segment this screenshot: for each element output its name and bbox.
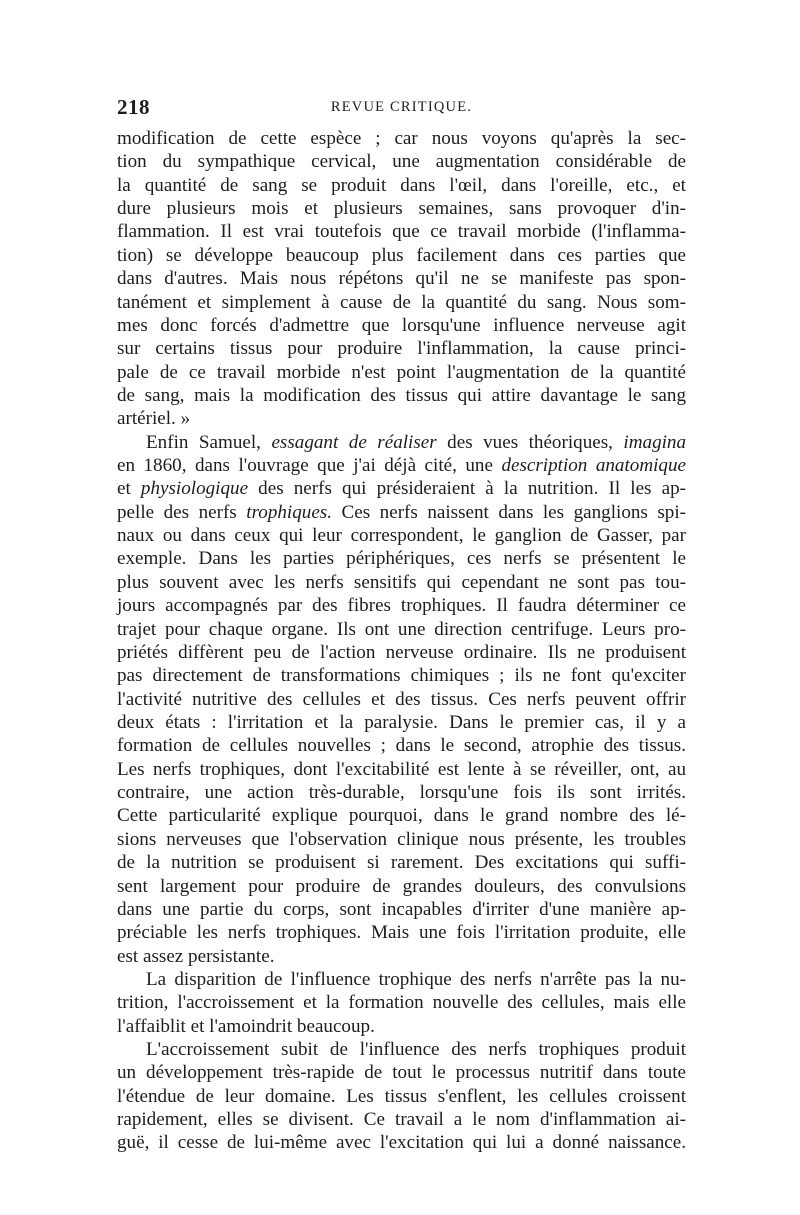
text-run: sions nerveuses que l'observation clinique nous présente, les troubles bbox=[117, 828, 686, 850]
text-run: pelle des nerfs bbox=[117, 501, 247, 523]
text-line bbox=[117, 641, 686, 664]
text-run: rapidement, elles se divisent. Ce travail a le nom d'inflammation ai- bbox=[117, 1109, 686, 1131]
text-run: jours accompagnés par des fibres trophiques. Il faudra déterminer ce bbox=[117, 595, 686, 617]
text-line bbox=[117, 337, 686, 360]
text-line bbox=[117, 454, 686, 477]
text-line bbox=[117, 898, 686, 921]
text-run: Ces nerfs naissent dans les ganglions spi- bbox=[332, 501, 686, 523]
text-run: La disparition de l'influence trophique des nerfs n'arrête pas la nu- bbox=[146, 968, 686, 990]
text-line bbox=[117, 571, 686, 594]
text-line bbox=[117, 734, 686, 757]
text-line bbox=[117, 618, 686, 641]
text-line bbox=[117, 244, 686, 267]
text-line bbox=[117, 1015, 686, 1038]
text-run: est assez persistante. bbox=[117, 945, 275, 967]
text-run: Enfin Samuel, bbox=[146, 431, 272, 453]
text-line bbox=[117, 758, 686, 781]
italic-phrase: essagant de réaliser bbox=[271, 431, 437, 453]
text-run: préciable les nerfs trophiques. Mais une fois l'irritation produite, elle bbox=[117, 922, 686, 944]
text-run: en 1860, dans l'ouvrage que j'ai déjà cité, une bbox=[117, 455, 502, 477]
italic-phrase: physiologique bbox=[140, 478, 249, 500]
text-run: et bbox=[117, 478, 141, 500]
text-run: trition, l'accroissement et la formation nouvelle des cellules, mais elle bbox=[117, 992, 686, 1014]
text-run: dans d'autres. Mais nous répétons qu'il ne se manifeste pas spon- bbox=[117, 268, 686, 290]
text-run: de sang, mais la modification des tissus qui attire davantage le sang bbox=[117, 384, 686, 406]
text-run: tion du sympathique cervical, une augmentation considérable de bbox=[117, 151, 686, 173]
text-line bbox=[117, 688, 686, 711]
text-run: dans une partie du corps, sont incapables d'irriter d'une manière ap- bbox=[117, 898, 686, 920]
text-line bbox=[117, 477, 686, 500]
text-run: plus souvent avec les nerfs sensitifs qui cependant ne sont pas tou- bbox=[117, 571, 686, 593]
text-run: mes donc forcés d'admettre que lorsqu'une influence nerveuse agit bbox=[117, 314, 686, 336]
text-run: sent largement pour produire de grandes douleurs, des convulsions bbox=[117, 875, 686, 897]
text-line bbox=[117, 945, 686, 968]
text-line bbox=[117, 1108, 686, 1131]
text-line bbox=[117, 197, 686, 220]
text-line bbox=[117, 828, 686, 851]
text-run: des vues théoriques, bbox=[436, 431, 624, 453]
text-run: modification de cette espèce ; car nous voyons qu'après la sec- bbox=[117, 128, 686, 149]
italic-phrase: description anatomique bbox=[501, 455, 686, 477]
text-run: l'activité nutritive des cellules et des tissus. Ces nerfs peuvent offrir bbox=[117, 688, 686, 710]
text-run: exemple. Dans les parties périphériques, ces nerfs se présentent le bbox=[117, 548, 686, 570]
text-line bbox=[117, 407, 686, 430]
text-run: dure plusieurs mois et plusieurs semaines, sans provoquer d'in- bbox=[117, 198, 686, 220]
text-line bbox=[117, 968, 686, 991]
text-line bbox=[117, 875, 686, 898]
text-run: sur certains tissus pour produire l'inflammation, la cause princi- bbox=[117, 338, 686, 360]
text-run: trajet pour chaque organe. Ils ont une direction centrifuge. Leurs pro- bbox=[117, 618, 686, 640]
text-run: contraire, une action très-durable, lorsqu'une fois ils sont irrités. bbox=[117, 782, 686, 804]
text-run: pale de ce travail morbide n'est point l'augmentation de la quantité bbox=[117, 361, 686, 383]
text-run: priétés diffèrent peu de l'action nerveuse ordinaire. Ils ne produisent bbox=[117, 641, 686, 663]
text-run: l'affaiblit et l'amoindrit beaucoup. bbox=[117, 1015, 375, 1037]
text-run: flammation. Il est vrai toutefois que ce travail morbide (l'inflamma- bbox=[117, 221, 686, 243]
text-line bbox=[117, 1061, 686, 1084]
text-line bbox=[117, 991, 686, 1014]
text-run: formation de cellules nouvelles ; dans le second, atrophie des tissus. bbox=[117, 735, 686, 757]
text-run: tion) se développe beaucoup plus facilement dans ces parties que bbox=[117, 244, 686, 266]
text-run: Cette particularité explique pourquoi, dans le grand nombre des lé- bbox=[117, 805, 686, 827]
text-run: L'accroissement subit de l'influence des nerfs trophiques produit bbox=[146, 1039, 686, 1061]
text-line bbox=[117, 384, 686, 407]
text-line bbox=[117, 1038, 686, 1061]
text-line bbox=[117, 267, 686, 290]
text-run: artériel. » bbox=[117, 408, 191, 430]
text-line bbox=[117, 127, 686, 150]
text-line bbox=[117, 314, 686, 337]
text-line bbox=[117, 1131, 686, 1154]
text-line bbox=[117, 664, 686, 687]
text-line bbox=[117, 150, 686, 173]
body-text bbox=[117, 127, 686, 1155]
text-line bbox=[117, 547, 686, 570]
text-line bbox=[117, 594, 686, 617]
text-line bbox=[117, 781, 686, 804]
text-run: Les nerfs trophiques, dont l'excitabilité est lente à se réveiller, ont, au bbox=[117, 758, 686, 780]
text-line bbox=[117, 361, 686, 384]
text-line bbox=[117, 431, 686, 454]
running-title: REVUE CRITIQUE. bbox=[330, 99, 473, 115]
page-header bbox=[117, 95, 686, 121]
text-run: la quantité de sang se produit dans l'œil, dans l'oreille, etc., et bbox=[117, 174, 686, 196]
italic-phrase: imagina bbox=[623, 431, 687, 453]
text-line bbox=[117, 851, 686, 874]
text-run: l'étendue de leur domaine. Les tissus s'enflent, les cellules croissent bbox=[117, 1085, 686, 1107]
text-run: de la nutrition se produisent si rarement. Des excitations qui suffi- bbox=[117, 852, 686, 874]
text-line bbox=[117, 174, 686, 197]
text-run: pas directement de transformations chimiques ; ils ne font qu'exciter bbox=[117, 665, 686, 687]
text-line bbox=[117, 1085, 686, 1108]
text-run: naux ou dans ceux qui leur correspondent, le ganglion de Gasser, par bbox=[117, 525, 686, 547]
text-line bbox=[117, 921, 686, 944]
text-run: tanément et simplement à cause de la quantité du sang. Nous som- bbox=[117, 291, 686, 313]
italic-phrase: trophiques. bbox=[246, 501, 333, 523]
page-number: 218 bbox=[117, 95, 150, 119]
text-run: guë, il cesse de lui-même avec l'excitation qui lui a donné naissance. bbox=[117, 1132, 686, 1154]
text-line bbox=[117, 524, 686, 547]
text-line bbox=[117, 501, 686, 524]
text-run: deux états : l'irritation et la paralysie. Dans le premier cas, il y a bbox=[117, 711, 686, 733]
text-line bbox=[117, 220, 686, 243]
text-line bbox=[117, 804, 686, 827]
text-line bbox=[117, 711, 686, 734]
text-line bbox=[117, 291, 686, 314]
text-run: un développement très-rapide de tout le processus nutritif dans toute bbox=[117, 1062, 686, 1084]
text-run: des nerfs qui présideraient à la nutrition. Il les ap- bbox=[248, 478, 686, 500]
